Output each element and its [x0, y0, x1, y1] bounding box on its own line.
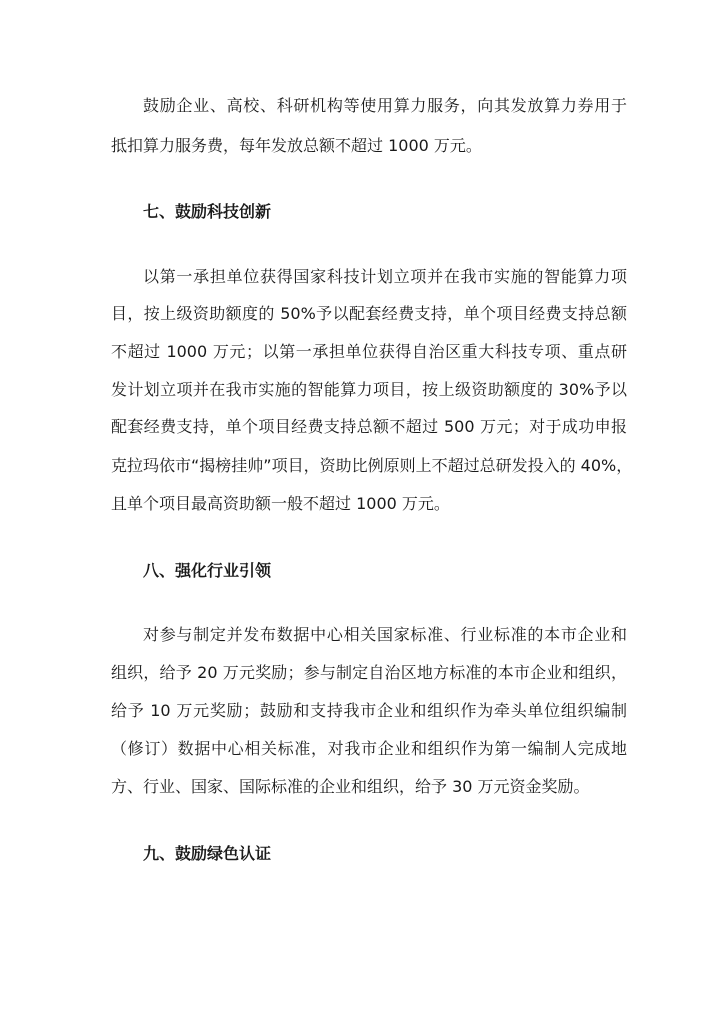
section-heading-9: 九、鼓励绿色认证 [143, 844, 272, 863]
paragraph-line: 目，按上级资助额度的 50%予以配套经费支持，单个项目经费支持总额 [111, 304, 627, 323]
paragraph-line: （修订）数据中心相关标准，对我市企业和组织作为第一编制人完成地 [111, 739, 627, 758]
section-heading-8: 八、强化行业引领 [143, 561, 272, 580]
paragraph-line: 对参与制定并发布数据中心相关国家标准、行业标准的本市企业和 [143, 625, 627, 644]
paragraph-line: 克拉玛依市“揭榜挂帅”项目，资助比例原则上不超过总研发投入的 40%， [111, 456, 633, 475]
paragraph-line: 不超过 1000 万元；以第一承担单位获得自治区重大科技专项、重点研 [111, 342, 627, 361]
paragraph-line: 且单个项目最高资助额一般不超过 1000 万元。 [111, 494, 450, 513]
paragraph-line: 组织，给予 20 万元奖励；参与制定自治区地方标准的本市企业和组织， [111, 663, 627, 682]
section-heading-7: 七、鼓励科技创新 [143, 202, 272, 221]
paragraph-line: 方、行业、国家、国际标准的企业和组织，给予 30 万元资金奖励。 [111, 777, 590, 796]
paragraph-line: 给予 10 万元奖励；鼓励和支持我市企业和组织作为牵头单位组织编制 [111, 701, 627, 720]
paragraph-line: 配套经费支持，单个项目经费支持总额不超过 500 万元；对于成功申报 [111, 417, 627, 436]
paragraph-line: 发计划立项并在我市实施的智能算力项目，按上级资助额度的 30%予以 [111, 380, 627, 399]
paragraph-line: 鼓励企业、高校、科研机构等使用算力服务，向其发放算力券用于 [143, 96, 627, 115]
paragraph-line: 抵扣算力服务费，每年发放总额不超过 1000 万元。 [111, 136, 482, 155]
paragraph-line: 以第一承担单位获得国家科技计划立项并在我市实施的智能算力项 [143, 267, 627, 286]
